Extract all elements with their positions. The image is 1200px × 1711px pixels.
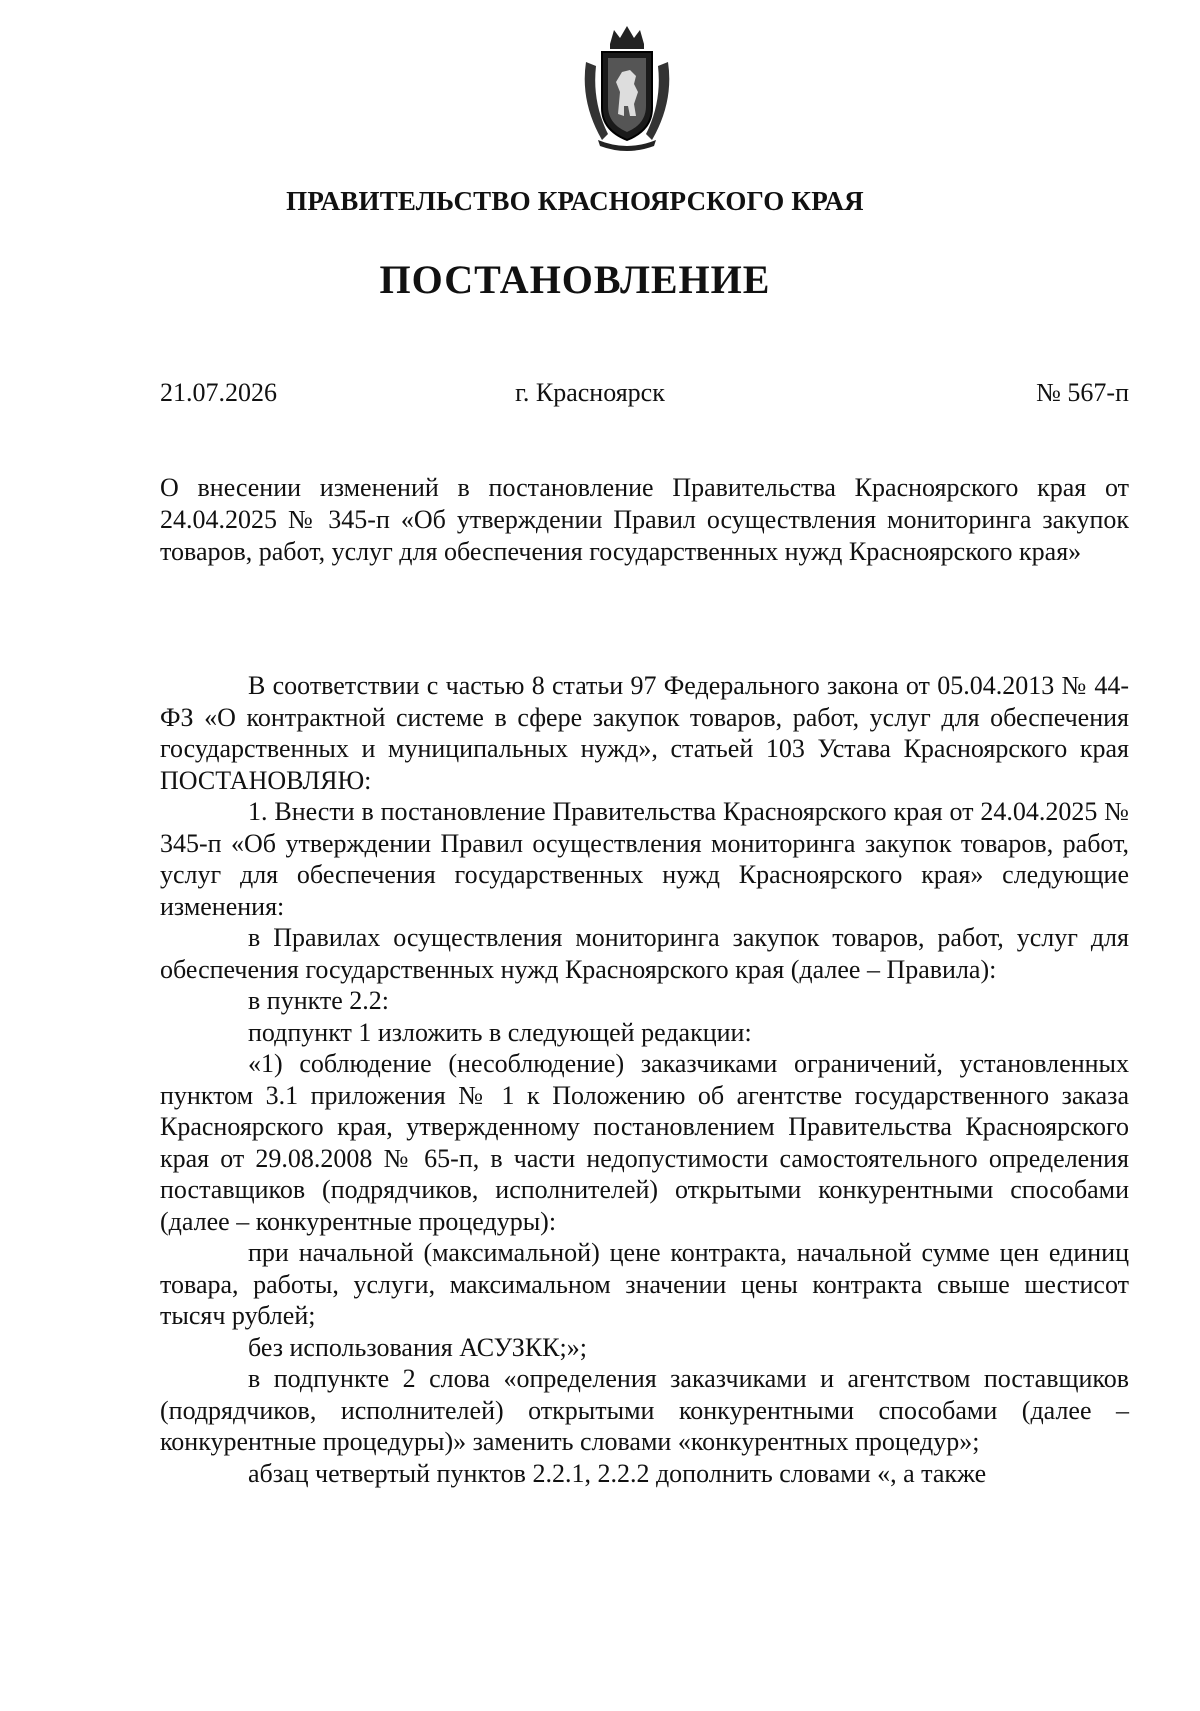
paragraph: в Правилах осуществления мониторинга закупок товаров, работ, услуг для обеспечения государственных нужд Красноярского края (далее – Правила): [160, 923, 1129, 984]
document-meta [160, 378, 1129, 412]
organization-name: ПРАВИТЕЛЬСТВО КРАСНОЯРСКОГО КРАЯ [286, 186, 864, 216]
document-type-title: ПОСТАНОВЛЕНИЕ [379, 257, 771, 302]
document-number: № 567-п [1036, 378, 1129, 407]
coat-of-arms-icon [572, 22, 682, 152]
document-subject: О внесении изменений в постановление Правительства Красноярского края от 24.04.2025 № 345-п «Об утверждении Правил осуществления мониторинга закупок товаров, работ, услуг для обеспечения государственных нужд Красноярского края» [160, 473, 1129, 566]
document-date: 21.07.2026 [160, 378, 277, 407]
paragraph: без использования АСУЗКК;»; [248, 1332, 587, 1362]
paragraph: при начальной (максимальной) цене контракта, начальной сумме цен единиц товара, работы, услуги, максимальном значении цены контракта свыше шестисот тысяч рублей; [160, 1238, 1129, 1330]
document-body [160, 670, 1129, 1489]
paragraph: 1. Внести в постановление Правительства Красноярского края от 24.04.2025 № 345-п «Об утверждении Правил осуществления мониторинга закупок товаров, работ, услуг для обеспечения государственных нужд Красноярского края» следующие изменения: [160, 797, 1129, 921]
document-city: г. Красноярск [515, 378, 665, 407]
paragraph: В соответствии с частью 8 статьи 97 Федерального закона от 05.04.2013 № 44-ФЗ «О контрактной системе в сфере закупок товаров, работ, услуг для обеспечения государственных и муниципальных нужд», статьей 103 Устава Красноярского края ПОСТАНОВЛЯЮ: [160, 671, 1129, 795]
paragraph: в подпункте 2 слова «определения заказчиками и агентством поставщиков (подрядчиков, исполнителей) открытыми конкурентными способами (далее – конкурентные процедуры)» заменить словами «конкурентных процедур»; [160, 1364, 1129, 1456]
paragraph: «1) соблюдение (несоблюдение) заказчиками ограничений, установленных пунктом 3.1 приложения № 1 к Положению об агентстве государственного заказа Красноярского края, утвержденному постановлением Правительства Красноярского края от 29.08.2008 № 65-п, в части недопустимости самостоятельного определения поставщиков (подрядчиков, исполнителей) открытыми конкурентными способами (далее – конкурентные процедуры): [160, 1049, 1129, 1236]
paragraph: абзац четвертый пунктов 2.2.1, 2.2.2 дополнить словами «, а также [248, 1458, 987, 1488]
paragraph: в пункте 2.2: [248, 986, 390, 1015]
paragraph: подпункт 1 изложить в следующей редакции: [248, 1017, 752, 1047]
